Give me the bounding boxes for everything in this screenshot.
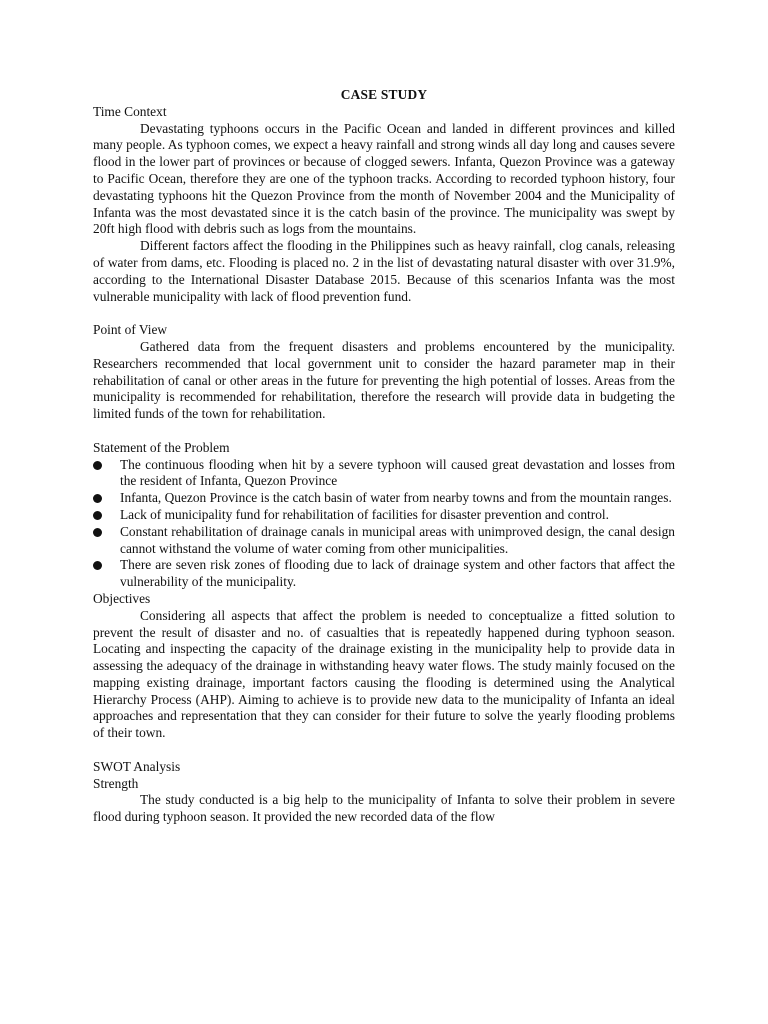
paragraph: Devastating typhoons occurs in the Pacific Ocean and landed in different provinces and killed many people. As typhoon comes, we expect a heavy rainfall and strong winds all day long and causes severe flood in the lower part of provinces or because of clogged sewers. Infanta, Quezon Province was a gateway to Pacific Ocean, therefore they are one of the typhoon tracks. According to recorded typhoon history, four devastating typhoons hit the Quezon Province from the month of November 2004 and the Municipality of Infanta was the most devastated since it is the catch basin of the province. The municipality was swept by 20ft high flood with debris such as logs from the mountains. [93, 120, 675, 237]
list-item-text: The continuous flooding when hit by a severe typhoon will caused great devastation and losses from the resident of Infanta, Quezon Province [120, 456, 675, 489]
list-item [93, 490, 675, 507]
bullet-icon [93, 461, 102, 470]
bullet-icon [93, 561, 102, 570]
heading-swot-analysis: SWOT Analysis [93, 758, 181, 774]
list-item [93, 507, 675, 524]
list-item [93, 557, 675, 591]
spacer [93, 423, 675, 440]
spacer [93, 742, 675, 759]
list-item-text: Infanta, Quezon Province is the catch basin of water from nearby towns and from the mountain ranges. [120, 490, 672, 506]
list-item-text: Lack of municipality fund for rehabilitation of facilities for disaster prevention and control. [120, 506, 609, 522]
heading-time-context: Time Context [93, 103, 167, 119]
paragraph: Different factors affect the flooding in the Philippines such as heavy rainfall, clog canals, releasing of water from dams, etc. Flooding is placed no. 2 in the list of devastating natural disaster with over 31.9%, according to the International Disaster Database 2015. Because of this scenarios Infanta was the most vulnerable municipality with lack of flood prevention fund. [93, 238, 675, 304]
list-item [93, 524, 675, 558]
bullet-icon [93, 511, 102, 520]
bullet-icon [93, 528, 102, 537]
paragraph: Gathered data from the frequent disasters and problems encountered by the municipality. Researchers recommended that local government unit to consider the hazard parameter map in their rehabilitation of canal or other areas in the future for preventing the high potential of losses. Areas from the municipality is recommended for rehabilitation, therefore the research will provide data in budgeting the limited funds of the town for rehabilitation. [93, 338, 675, 422]
subheading-strength: Strength [93, 775, 139, 791]
document-title: CASE STUDY [340, 87, 428, 102]
spacer [93, 305, 675, 322]
bullet-icon [93, 494, 102, 503]
list-item [93, 457, 675, 491]
list-item-text: There are seven risk zones of flooding due to lack of drainage system and other factors that affect the vulnerability of the municipality. [120, 557, 675, 590]
heading-point-of-view: Point of View [93, 322, 168, 338]
heading-statement-of-problem: Statement of the Problem [93, 439, 230, 455]
list-item-text: Constant rehabilitation of drainage canals in municipal areas with unimproved design, the canal design cannot withstand the volume of water coming from other municipalities. [120, 523, 675, 556]
paragraph: The study conducted is a big help to the municipality of Infanta to solve their problem in severe flood during typhoon season. It provided the new recorded data of the flow [93, 792, 675, 825]
paragraph: Considering all aspects that affect the problem is needed to conceptualize a fitted solution to prevent the result of disaster and no. of casualties that is repeatedly happened during typhoon season. Locating and inspecting the capacity of the drainage existing in the municipality help to provide data in assessing the adequacy of the drainage in withstanding heavy water flows. The study mainly focused on the mapping existing drainage, important factors causing the flooding is determined using the Analytical Hierarchy Process (AHP). Aiming to achieve is to provide new data to the municipality of Infanta an ideal approaches and representation that they can consider for their future to solve the yearly flooding problems of their town. [93, 607, 675, 741]
heading-objectives: Objectives [93, 590, 151, 606]
problem-list [93, 457, 675, 591]
